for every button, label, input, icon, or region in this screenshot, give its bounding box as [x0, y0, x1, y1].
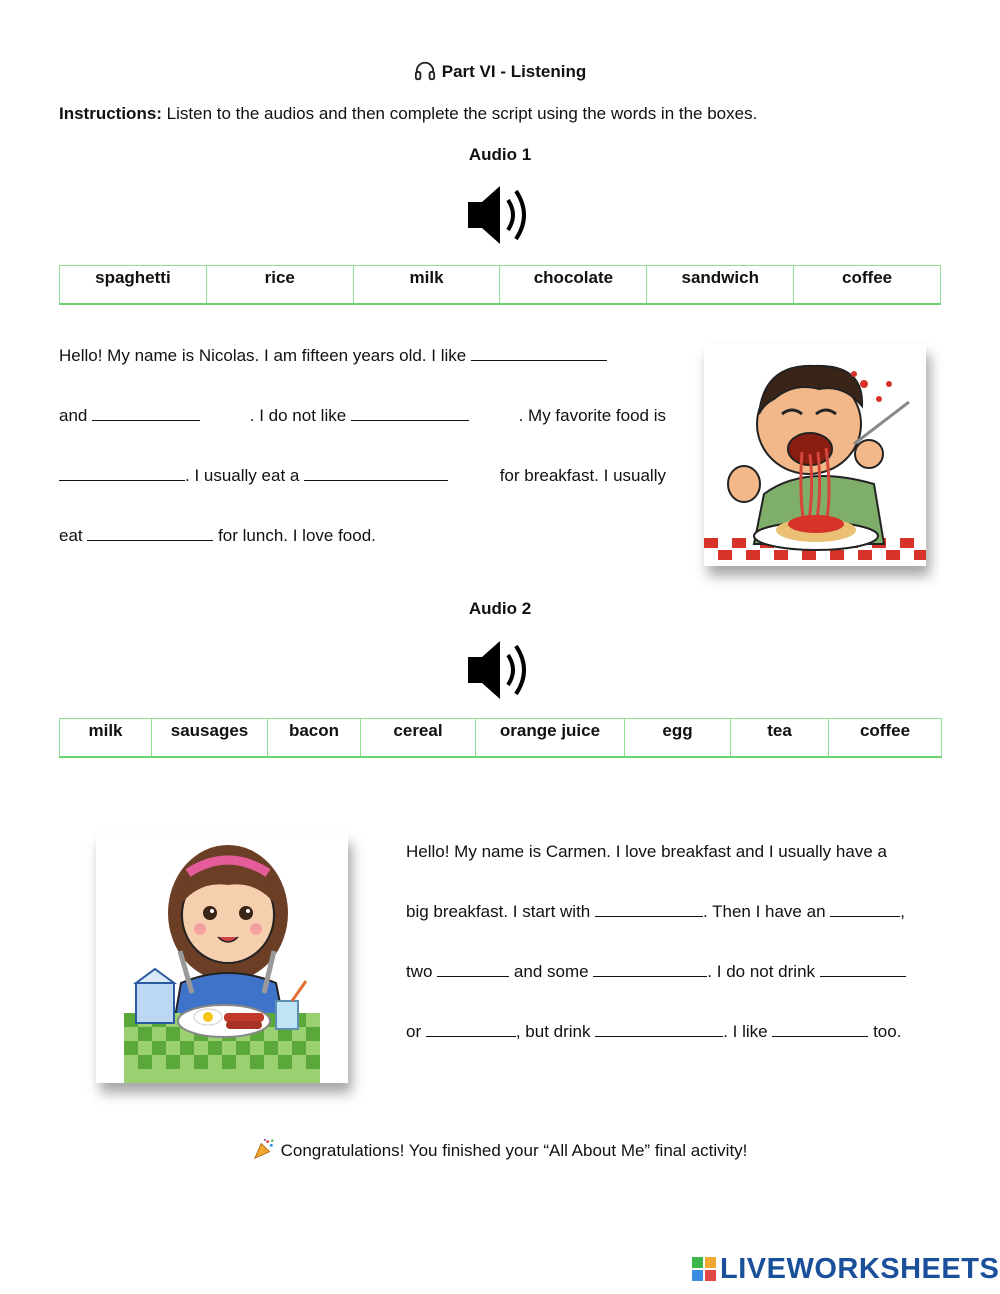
- blank-input[interactable]: [59, 466, 185, 481]
- script-line: . I usually eat a for breakfast. I usually: [59, 446, 666, 506]
- script-line: and . I do not like . My favorite food is: [59, 406, 666, 425]
- script-line: two and some . I do not drink: [406, 942, 946, 1002]
- liveworksheets-logo[interactable]: [692, 1254, 999, 1284]
- audio1-word: rice: [206, 266, 353, 305]
- audio2-word-box: [59, 718, 942, 758]
- audio2-label: Audio 2: [468, 599, 532, 618]
- blank-input[interactable]: [593, 962, 707, 977]
- congratulations-message: [0, 1138, 1000, 1161]
- blank-input[interactable]: [820, 962, 906, 977]
- audio1-word: coffee: [794, 266, 941, 305]
- title-text: Part VI - Listening: [441, 62, 587, 81]
- audio1-word: spaghetti: [60, 266, 207, 305]
- boy-eating-spaghetti-image: [704, 344, 926, 566]
- script-line: eat for lunch. I love food.: [59, 526, 376, 545]
- logo-text: LIVEWORKSHEETS: [720, 1252, 1000, 1285]
- audio2-word: milk: [60, 719, 152, 758]
- blank-input[interactable]: [426, 1022, 516, 1037]
- audio1-word-box: [59, 265, 941, 305]
- blank-input[interactable]: [92, 406, 200, 421]
- instructions-text: Listen to the audios and then complete the script using the words in the boxes.: [161, 104, 758, 123]
- script-line: or , but drink . I like too.: [406, 1022, 902, 1041]
- instructions-label: Instructions:: [59, 104, 162, 123]
- script-line: big breakfast. I start with . Then I have an ,: [406, 902, 905, 921]
- audio1-word: sandwich: [647, 266, 794, 305]
- blank-input[interactable]: [351, 406, 469, 421]
- liveworksheets-logo-icon: [692, 1257, 716, 1281]
- blank-input[interactable]: [304, 466, 448, 481]
- audio1-word: milk: [353, 266, 500, 305]
- audio1-label: Audio 1: [468, 145, 532, 164]
- script-line: Hello! My name is Carmen. I love breakfast and I usually have a: [406, 842, 887, 861]
- audio1-word: chocolate: [500, 266, 647, 305]
- audio2-speaker-icon[interactable]: [466, 639, 534, 701]
- audio2-word: orange juice: [476, 719, 625, 758]
- blank-input[interactable]: [87, 526, 213, 541]
- audio2-script: [406, 822, 946, 1062]
- audio2-word: tea: [731, 719, 829, 758]
- audio2-word: egg: [625, 719, 731, 758]
- audio2-word: cereal: [361, 719, 476, 758]
- blank-input[interactable]: [471, 346, 607, 361]
- audio2-word: sausages: [152, 719, 268, 758]
- script-line: Hello! My name is Nicolas. I am fifteen years old. I like: [59, 326, 666, 386]
- headphones-icon: [414, 60, 436, 82]
- blank-input[interactable]: [437, 962, 509, 977]
- girl-breakfast-image: [96, 833, 348, 1083]
- blank-input[interactable]: [595, 1022, 723, 1037]
- instructions: [59, 104, 757, 124]
- audio1-script: [59, 326, 666, 566]
- audio2-word: bacon: [268, 719, 361, 758]
- page-title: [0, 60, 1000, 82]
- blank-input[interactable]: [772, 1022, 868, 1037]
- blank-input[interactable]: [830, 902, 900, 917]
- audio1-speaker-icon[interactable]: [466, 184, 534, 246]
- congrats-text: Congratulations! You finished your “All About Me” final activity!: [280, 1141, 748, 1160]
- audio2-word: coffee: [829, 719, 942, 758]
- blank-input[interactable]: [595, 902, 703, 917]
- party-popper-icon: [253, 1138, 275, 1160]
